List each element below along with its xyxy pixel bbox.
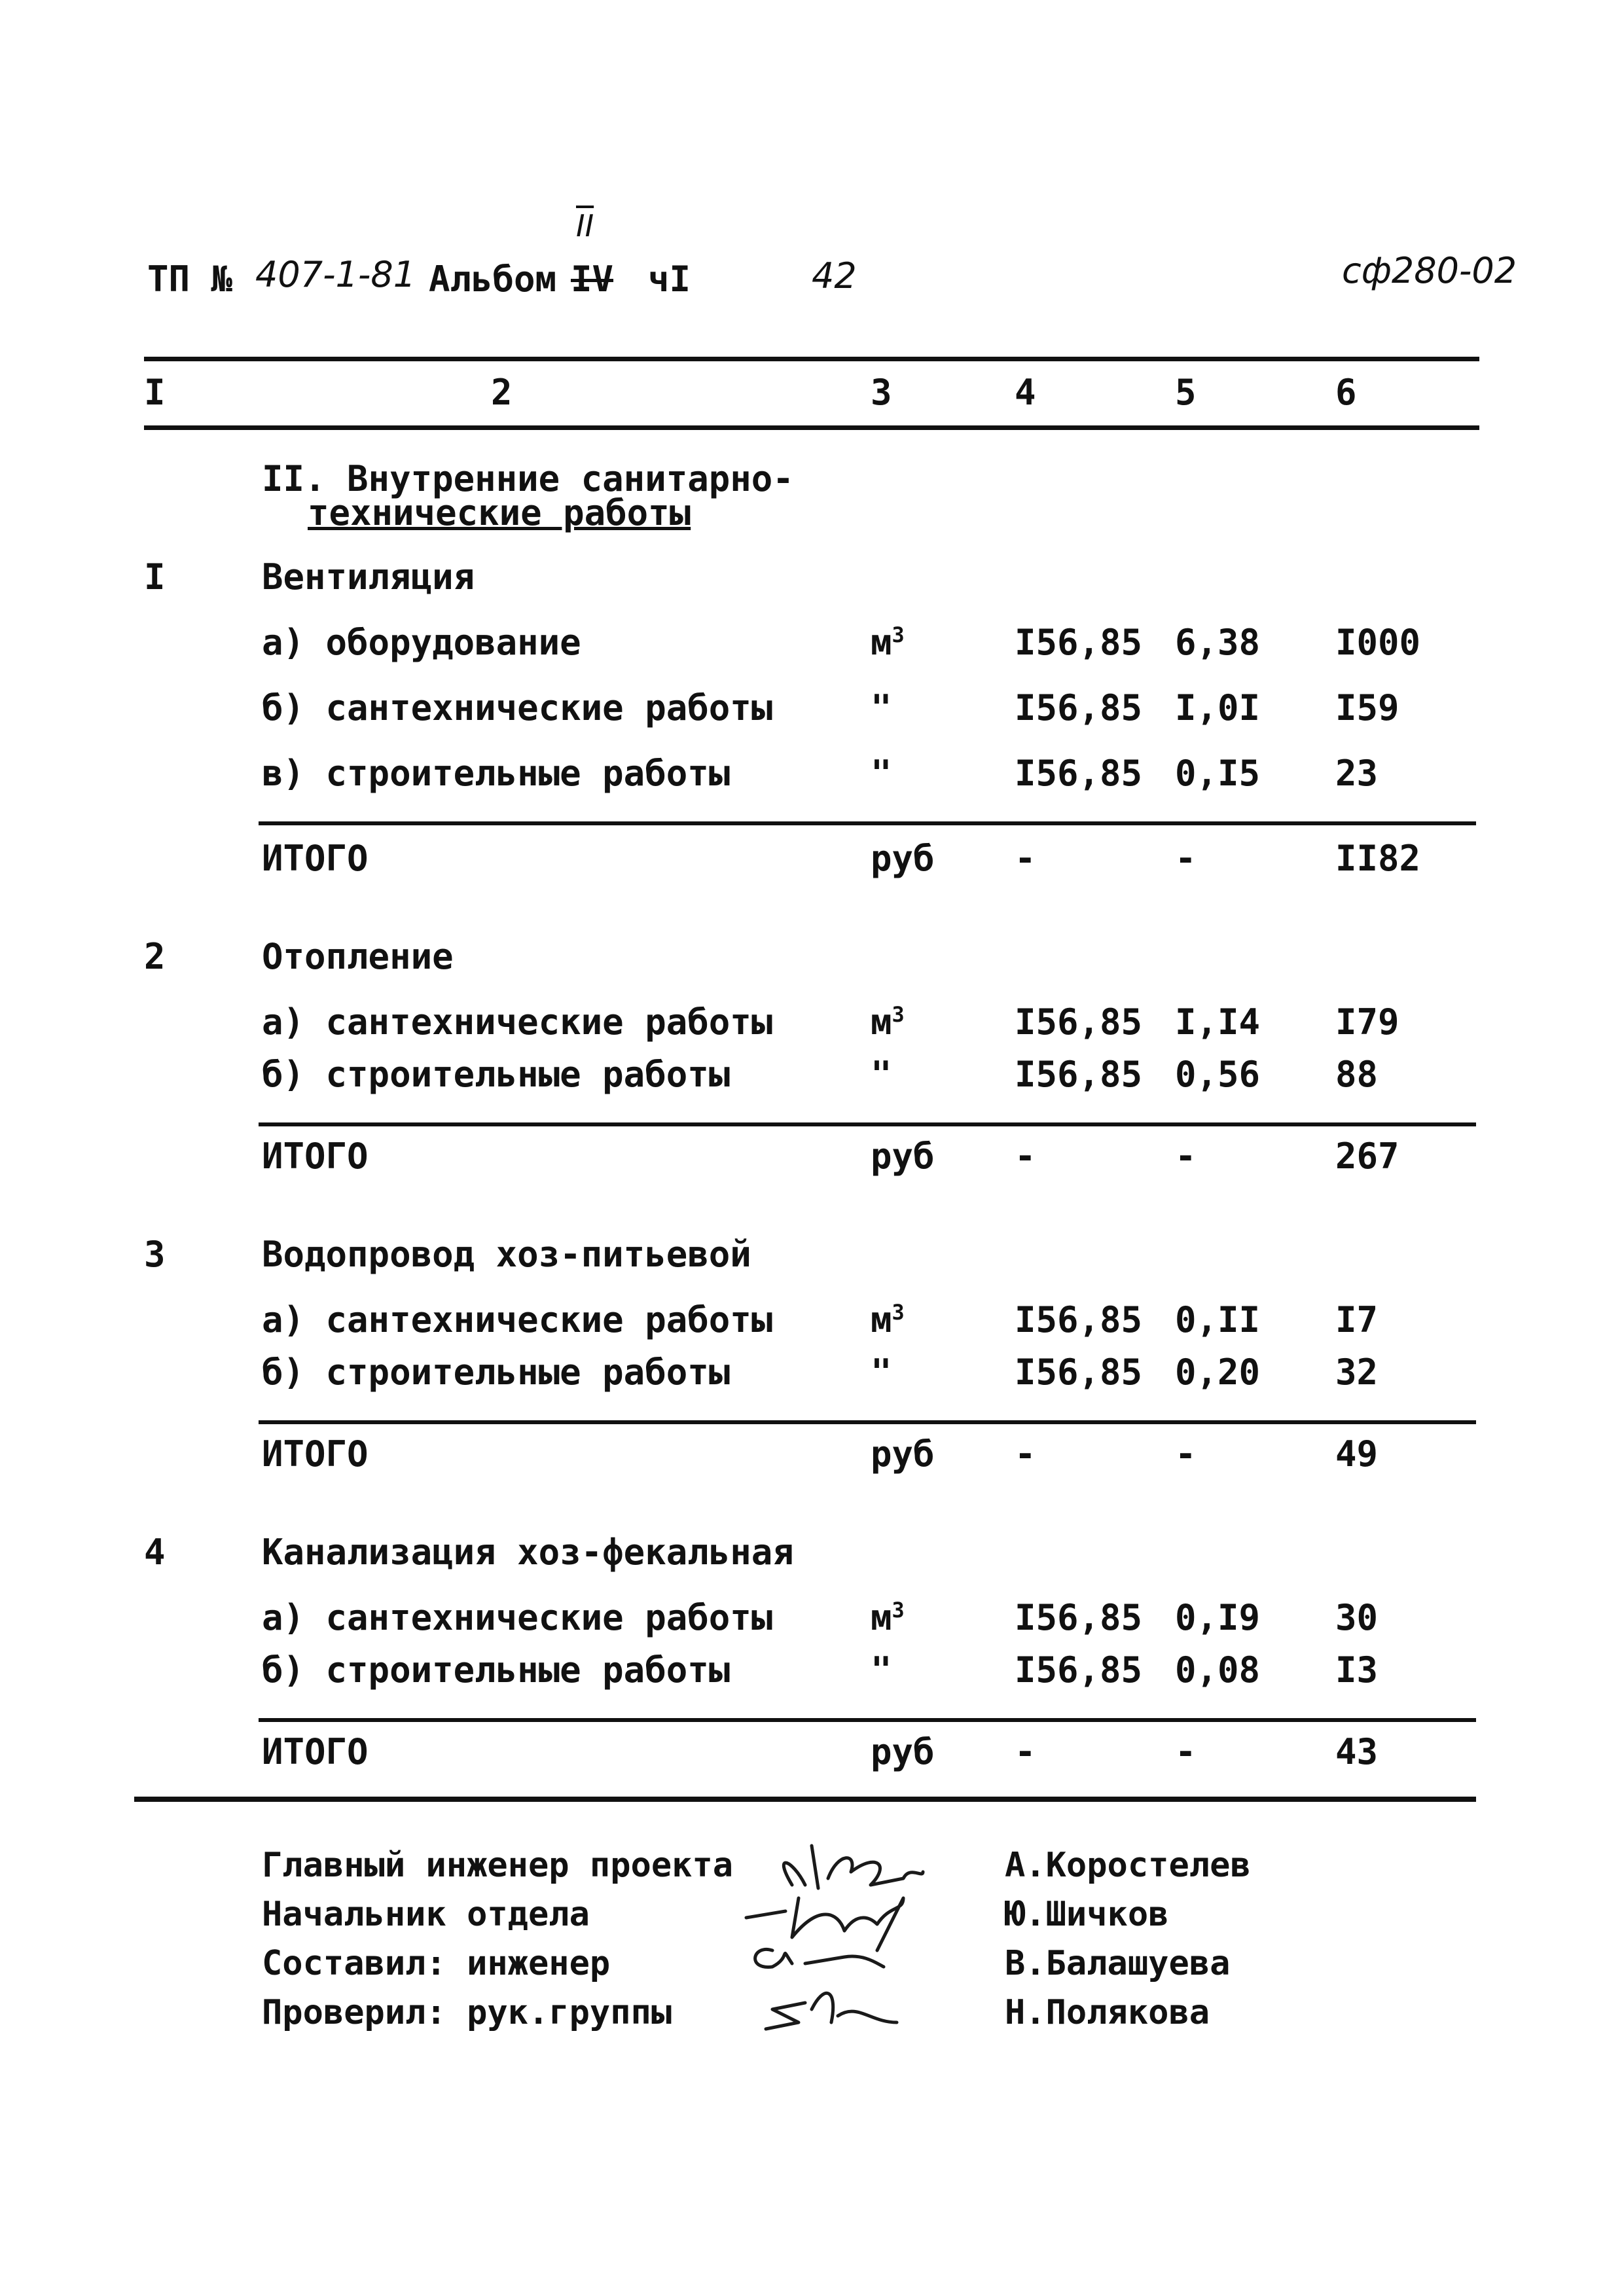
column-number-3: 3 xyxy=(871,372,892,413)
column-number-1: I xyxy=(144,372,166,413)
total-sum: 267 xyxy=(1335,1136,1399,1177)
group-title: Канализация хоз-фекальная xyxy=(262,1532,794,1573)
item-quantity: I56,85 xyxy=(1015,1597,1143,1638)
total-price: - xyxy=(1175,1136,1197,1177)
handwritten-signatures xyxy=(707,1826,1008,2062)
subtotal-rule xyxy=(259,1122,1476,1126)
item-sum: I000 xyxy=(1335,622,1421,663)
item-quantity: I56,85 xyxy=(1015,1299,1143,1340)
table-top-rule xyxy=(144,357,1479,361)
album-number-handwritten: $\overline{II}$ xyxy=(576,208,594,243)
item-price: 0,I9 xyxy=(1175,1597,1261,1638)
item-price: 0,II xyxy=(1175,1299,1261,1340)
item-quantity: I56,85 xyxy=(1015,1352,1143,1393)
subtotal-rule xyxy=(259,1718,1476,1722)
group-title: Водопровод хоз-питьевой xyxy=(262,1234,751,1275)
total-quantity: - xyxy=(1015,1136,1036,1177)
item-quantity: I56,85 xyxy=(1015,1649,1143,1691)
table-row xyxy=(0,1649,1624,1702)
signature-role: Составил: инженер xyxy=(262,1944,611,1983)
item-unit: $м^3$ xyxy=(871,1299,905,1340)
table-row xyxy=(0,1597,1624,1649)
total-label: ИТОГО xyxy=(262,838,369,879)
group-title-row xyxy=(0,556,1624,609)
item-sum: I7 xyxy=(1335,1299,1379,1340)
total-price: - xyxy=(1175,1731,1197,1772)
signature-name: В.Балашуева xyxy=(1005,1944,1231,1983)
item-quantity: I56,85 xyxy=(1015,1054,1143,1095)
column-header-row xyxy=(0,372,1624,424)
signature-stroke-chief-engineer xyxy=(784,1846,923,1888)
subtotal-rule xyxy=(259,1420,1476,1424)
tp-label: ТП № xyxy=(147,259,233,300)
signature-stroke-reviewer xyxy=(766,1993,897,2029)
item-price: 6,38 xyxy=(1175,622,1261,663)
total-price: - xyxy=(1175,1433,1197,1475)
total-label: ИТОГО xyxy=(262,1136,369,1177)
signature-name: Ю.Шичков xyxy=(1005,1895,1169,1934)
total-quantity: - xyxy=(1015,1433,1036,1475)
table-row xyxy=(0,1299,1624,1352)
column-number-2: 2 xyxy=(491,372,513,413)
item-label: б) сантехнические работы xyxy=(262,687,773,728)
item-unit: " xyxy=(871,1649,892,1691)
item-price: I,I4 xyxy=(1175,1001,1261,1043)
table-header-rule xyxy=(144,425,1479,430)
group-number: 4 xyxy=(144,1532,166,1573)
total-quantity: - xyxy=(1015,1731,1036,1772)
total-sum: 49 xyxy=(1335,1433,1379,1475)
item-quantity: I56,85 xyxy=(1015,753,1143,794)
page-number: 42 xyxy=(812,255,857,296)
item-unit: $м^3$ xyxy=(871,1001,905,1043)
subtotal-rule xyxy=(259,821,1476,825)
section-title-line-2 xyxy=(0,492,1624,545)
item-sum: 23 xyxy=(1335,753,1379,794)
album-label: Альбом xyxy=(429,259,557,300)
document-code: сф280-02 xyxy=(1342,250,1517,291)
table-row xyxy=(0,1054,1624,1106)
group-title-row xyxy=(0,1234,1624,1286)
total-row xyxy=(0,1433,1624,1486)
total-unit: руб xyxy=(871,1433,935,1475)
total-unit: руб xyxy=(871,1136,935,1177)
group-number: 3 xyxy=(144,1234,166,1275)
item-price: 0,56 xyxy=(1175,1054,1261,1095)
album-number-struck: IV xyxy=(571,259,614,300)
item-label: а) оборудование xyxy=(262,622,581,663)
item-quantity: I56,85 xyxy=(1015,687,1143,728)
group-title-row xyxy=(0,1532,1624,1584)
column-number-6: 6 xyxy=(1335,372,1357,413)
table-bottom-rule xyxy=(134,1797,1476,1802)
total-sum: II82 xyxy=(1335,838,1421,879)
item-price: 0,08 xyxy=(1175,1649,1261,1691)
item-label: а) сантехнические работы xyxy=(262,1597,773,1638)
signature-role: Проверил: рук.группы xyxy=(262,1993,672,2032)
signature-stroke-department-head xyxy=(746,1898,903,1950)
group-title: Отопление xyxy=(262,936,454,977)
total-price: - xyxy=(1175,838,1197,879)
total-unit: руб xyxy=(871,1731,935,1772)
album-part: чI xyxy=(648,259,691,300)
signature-stroke-compiler xyxy=(755,1949,884,1967)
item-unit: $м^3$ xyxy=(871,1597,905,1638)
item-sum: I79 xyxy=(1335,1001,1399,1043)
item-quantity: I56,85 xyxy=(1015,622,1143,663)
item-price: 0,I5 xyxy=(1175,753,1261,794)
table-row xyxy=(0,622,1624,674)
item-sum: 30 xyxy=(1335,1597,1379,1638)
section-title-text-1: II. Внутренние санитарно- xyxy=(262,458,794,499)
table-row xyxy=(0,753,1624,805)
total-row xyxy=(0,1731,1624,1784)
group-number: 2 xyxy=(144,936,166,977)
item-price: 0,20 xyxy=(1175,1352,1261,1393)
item-unit: " xyxy=(871,1352,892,1393)
table-row xyxy=(0,1001,1624,1054)
item-unit: " xyxy=(871,753,892,794)
item-sum: 32 xyxy=(1335,1352,1379,1393)
total-row xyxy=(0,838,1624,890)
group-number: I xyxy=(144,556,166,598)
item-sum: I3 xyxy=(1335,1649,1379,1691)
signature-name: Н.Полякова xyxy=(1005,1993,1210,2032)
group-title-row xyxy=(0,936,1624,988)
item-price: I,0I xyxy=(1175,687,1261,728)
signature-name: А.Коростелев xyxy=(1005,1846,1251,1885)
item-label: б) строительные работы xyxy=(262,1352,731,1393)
item-unit: $м^3$ xyxy=(871,622,905,663)
item-label: а) сантехнические работы xyxy=(262,1299,773,1340)
signature-role: Главный инженер проекта xyxy=(262,1846,734,1885)
item-label: б) строительные работы xyxy=(262,1649,731,1691)
item-sum: 88 xyxy=(1335,1054,1379,1095)
item-sum: I59 xyxy=(1335,687,1399,728)
item-unit: " xyxy=(871,687,892,728)
item-label: б) строительные работы xyxy=(262,1054,731,1095)
tp-number: 407-1-81 xyxy=(255,254,416,295)
total-label: ИТОГО xyxy=(262,1731,369,1772)
item-label: в) строительные работы xyxy=(262,753,731,794)
table-row xyxy=(0,687,1624,740)
column-number-5: 5 xyxy=(1175,372,1197,413)
total-unit: руб xyxy=(871,838,935,879)
total-label: ИТОГО xyxy=(262,1433,369,1475)
item-quantity: I56,85 xyxy=(1015,1001,1143,1043)
total-quantity: - xyxy=(1015,838,1036,879)
total-sum: 43 xyxy=(1335,1731,1379,1772)
item-label: а) сантехнические работы xyxy=(262,1001,773,1043)
column-number-4: 4 xyxy=(1015,372,1036,413)
item-unit: " xyxy=(871,1054,892,1095)
total-row xyxy=(0,1136,1624,1188)
signature-role: Начальник отдела xyxy=(262,1895,590,1934)
group-title: Вентиляция xyxy=(262,556,475,598)
section-title-text-2: технические работы xyxy=(308,492,691,533)
table-row xyxy=(0,1352,1624,1404)
